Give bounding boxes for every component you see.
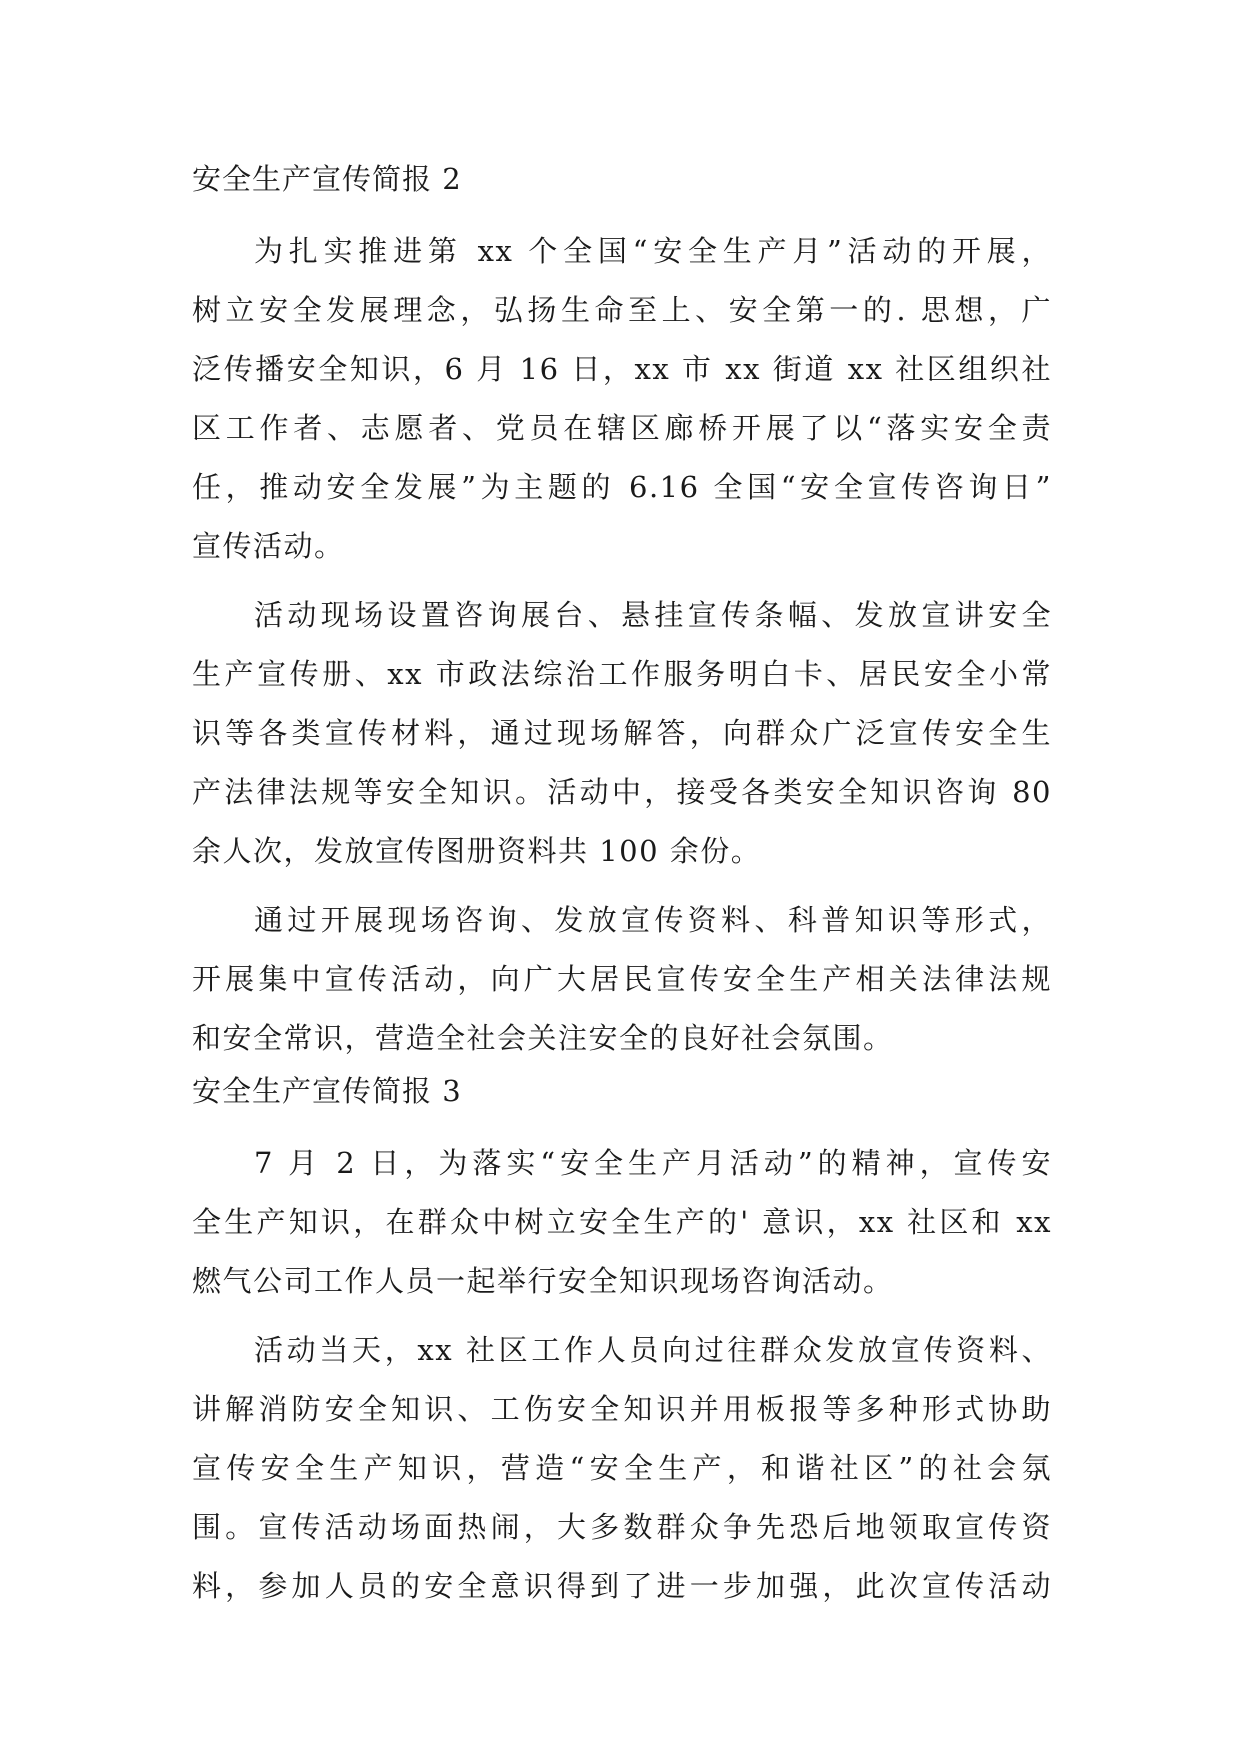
text-line: 围。宣传活动场面热闹，大多数群众争先恐后地领取宣传资 <box>192 1510 1052 1544</box>
paragraph <box>192 222 1052 576</box>
text-line: 任，推动安全发展”为主题的 6.16 全国“安全宣传咨询日” <box>192 470 1052 504</box>
text-line: 和安全常识，营造全社会关注安全的良好社会氛围。 <box>192 1021 894 1055</box>
text-line: 开展集中宣传活动，向广大居民宣传安全生产相关法律法规 <box>192 962 1052 996</box>
text-line: 产法律法规等安全知识。活动中，接受各类安全知识咨询 80 <box>192 775 1052 809</box>
section-heading: 安全生产宣传简报 3 <box>192 1074 462 1108</box>
text-line: 燃气公司工作人员一起举行安全知识现场咨询活动。 <box>192 1264 894 1298</box>
section-briefing-3 <box>192 1072 1052 1616</box>
text-line: 为扎实推进第 xx 个全国“安全生产月”活动的开展， <box>254 234 1052 268</box>
text-line: 通过开展现场咨询、发放宣传资料、科普知识等形式， <box>254 903 1052 937</box>
paragraph <box>192 891 1052 1068</box>
document-page <box>192 160 1052 1626</box>
text-line: 7 月 2 日，为落实“安全生产月活动”的精神，宣传安 <box>254 1146 1052 1180</box>
paragraph <box>192 1134 1052 1311</box>
text-line: 讲解消防安全知识、工伤安全知识并用板报等多种形式协助 <box>192 1392 1052 1426</box>
text-line: 宣传活动。 <box>192 529 345 563</box>
text-line: 全生产知识，在群众中树立安全生产的' 意识，xx 社区和 xx <box>192 1205 1052 1239</box>
text-line: 活动现场设置咨询展台、悬挂宣传条幅、发放宣讲安全 <box>254 598 1052 632</box>
text-line: 料，参加人员的安全意识得到了进一步加强，此次宣传活动 <box>192 1569 1052 1603</box>
text-line: 树立安全发展理念，弘扬生命至上、安全第一的. 思想，广 <box>192 293 1052 327</box>
paragraph <box>192 1321 1052 1616</box>
section-briefing-2 <box>192 160 1052 1068</box>
text-line: 宣传安全生产知识，营造“安全生产，和谐社区”的社会氛 <box>192 1451 1052 1485</box>
text-line: 泛传播安全知识，6 月 16 日，xx 市 xx 街道 xx 社区组织社 <box>192 352 1052 386</box>
text-line: 生产宣传册、xx 市政法综治工作服务明白卡、居民安全小常 <box>192 657 1052 691</box>
text-line: 余人次，发放宣传图册资料共 100 余份。 <box>192 834 762 868</box>
text-line: 区工作者、志愿者、党员在辖区廊桥开展了以“落实安全责 <box>192 411 1052 445</box>
text-line: 识等各类宣传材料，通过现场解答，向群众广泛宣传安全生 <box>192 716 1052 750</box>
section-heading: 安全生产宣传简报 2 <box>192 162 462 196</box>
paragraph <box>192 586 1052 881</box>
text-line: 活动当天，xx 社区工作人员向过往群众发放宣传资料、 <box>254 1333 1052 1367</box>
